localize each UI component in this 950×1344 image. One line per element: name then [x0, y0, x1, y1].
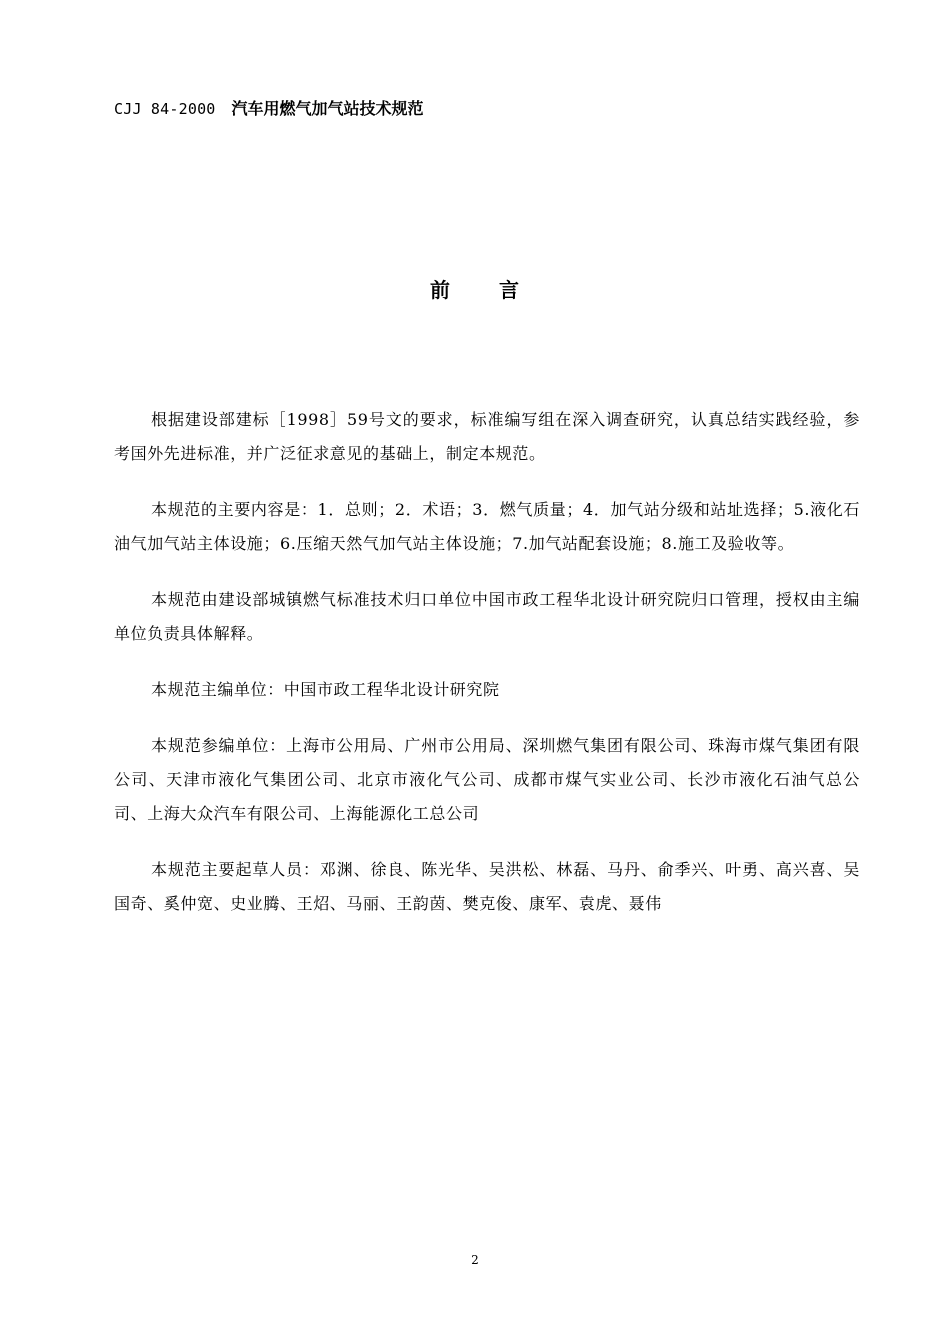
paragraph-drafters: 本规范主要起草人员：邓渊、徐良、陈光华、吴洪松、林磊、马丹、俞季兴、叶勇、高兴喜、吴国奇、奚仲宽、史业腾、王炤、马丽、王韵茵、樊克俊、康军、袁虎、聂伟	[114, 860, 860, 913]
paragraph-contents: 本规范的主要内容是：1．总则；2．术语；3．燃气质量；4．加气站分级和站址选择；5.液化石油气加气站主体设施；6.压缩天然气加气站主体设施；7.加气站配套设施；8.施工及验收等。	[114, 500, 860, 553]
section-title-part1: 前	[430, 278, 451, 302]
paragraph-participating-units: 本规范参编单位：上海市公用局、广州市公用局、深圳燃气集团有限公司、珠海市煤气集团有限公司、天津市液化气集团公司、北京市液化气公司、成都市煤气实业公司、长沙市液化石油气总公司、上海大众汽车有限公司、上海能源化工总公司	[114, 736, 860, 823]
page-number: 2	[471, 1253, 479, 1267]
paragraph-chief-editor: 本规范主编单位：中国市政工程华北设计研究院	[151, 680, 500, 699]
section-title-part2: 言	[499, 278, 520, 302]
standard-title: 汽车用燃气加气站技术规范	[231, 99, 424, 118]
standard-code: CJJ 84-2000	[114, 100, 216, 118]
paragraph-management: 本规范由建设部城镇燃气标准技术归口单位中国市政工程华北设计研究院归口管理，授权由主编单位负责具体解释。	[114, 590, 860, 643]
paragraph-basis: 根据建设部建标［1998］59号文的要求，标准编写组在深入调查研究，认真总结实践经验，参考国外先进标准，并广泛征求意见的基础上，制定本规范。	[114, 410, 860, 463]
preface-body	[114, 403, 860, 943]
document-header	[114, 97, 424, 121]
section-title	[0, 276, 950, 304]
